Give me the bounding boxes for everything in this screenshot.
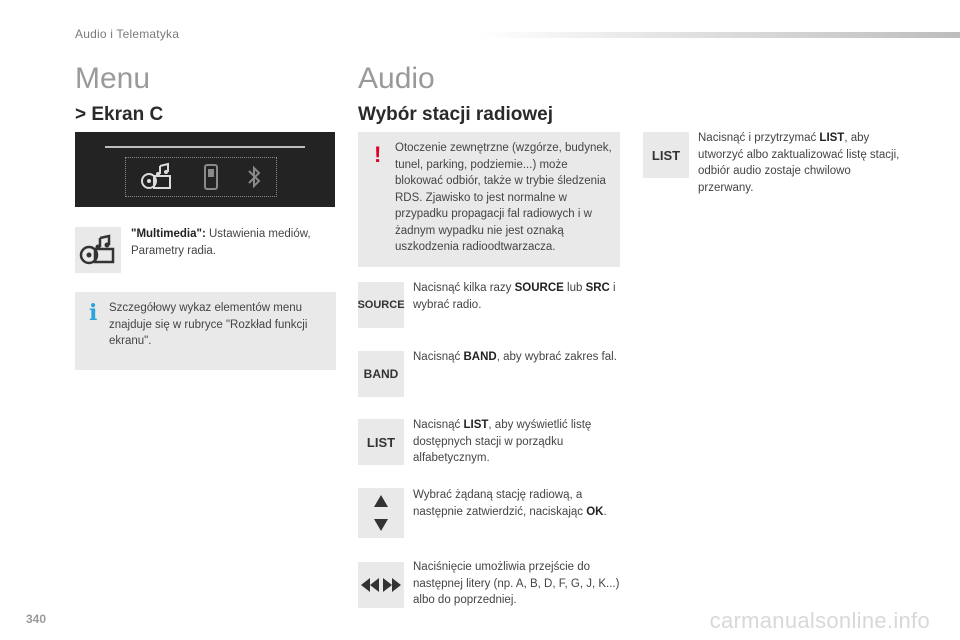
prev-next-arrows-glyph — [360, 577, 402, 593]
list-step-pre: Nacisnąć — [413, 419, 464, 431]
arrows-step-pre: Wybrać żądaną stację radiową, a następnie zatwierdzić, naciskając — [413, 489, 587, 518]
list-button-icon: LIST — [358, 419, 404, 465]
arrows-step-ok: OK — [586, 505, 604, 518]
up-down-arrows-glyph — [373, 493, 389, 533]
bluetooth-icon — [246, 163, 262, 191]
info-box — [75, 292, 336, 370]
source-step-post: i wybrać radio. — [413, 282, 616, 311]
source-button-icon: SOURCE — [358, 282, 404, 328]
multimedia-text: Ustawienia mediów, Parametry radia. — [131, 228, 311, 257]
screen-icon-panel — [125, 157, 277, 197]
source-step-source: SOURCE — [514, 282, 564, 294]
band-step-text — [413, 349, 618, 366]
prev-next-arrows-icon — [358, 562, 404, 608]
warning-box — [358, 132, 620, 267]
info-icon: i — [89, 300, 98, 326]
ekran-c-subtitle: > Ekran C — [75, 104, 164, 125]
station-subtitle: Wybór stacji radiowej — [358, 104, 553, 125]
list-hold-step-pre: Nacisnąć i przytrzymać — [698, 132, 820, 144]
phone-icon — [203, 163, 219, 191]
menu-title: Menu — [75, 62, 151, 95]
multimedia-icon — [140, 162, 176, 192]
multimedia-button-icon — [75, 227, 121, 273]
arrows-step-post: . — [603, 505, 607, 518]
warning-icon: ! — [374, 142, 382, 167]
list-hold-step-text — [698, 130, 908, 196]
source-step-mid: lub — [563, 282, 586, 294]
multimedia-description — [131, 226, 336, 259]
header-bar — [480, 32, 960, 38]
up-down-arrows-icon — [358, 488, 404, 538]
screen-divider — [105, 146, 305, 148]
screen-illustration — [75, 132, 335, 207]
source-step-text — [413, 280, 618, 313]
audio-title: Audio — [358, 62, 435, 95]
page-number: 340 — [26, 612, 47, 626]
warning-text: Otoczenie zewnętrzne (wzgórze, budynek, tunel, parking, podziemie...) może blokować odbiór, także w trybie śledzenia RDS. Zjawisko to jest normalne w przypadku propagacji fal radiowych i w żadnym wypadku nie jest oznaką uszkodzenia radioodtwarzacza. — [395, 142, 612, 253]
skip-step-text: Naciśnięcie umożliwia przejście do następnej litery (np. A, B, D, F, G, J, K...) albo do poprzedniej. — [413, 561, 620, 606]
band-button-icon: BAND — [358, 351, 404, 397]
watermark-url: carmanualsonline.info — [709, 608, 930, 633]
band-step-post: , aby wybrać zakres fal. — [496, 351, 617, 363]
section-header: Audio i Telematyka — [75, 27, 180, 41]
list-step-post: , aby wyświetlić listę dostępnych stacji w porządku alfabetycznym. — [413, 419, 592, 464]
source-step-src: SRC — [585, 282, 610, 294]
list-hold-step-list: LIST — [819, 132, 845, 144]
list-hold-button-icon: LIST — [643, 132, 689, 178]
band-step-pre: Nacisnąć — [413, 351, 464, 363]
band-step-band: BAND — [463, 351, 497, 363]
list-hold-step-post: , aby utworzyć albo zaktualizować listę stacji, odbiór audio zostaje chwilowo przerwany. — [698, 132, 900, 194]
info-text: Szczegółowy wykaz elementów menu znajduje się w rubryce "Rozkład funkcji ekranu". — [109, 302, 308, 347]
list-step-list: LIST — [463, 419, 489, 431]
arrows-step-text — [413, 487, 618, 520]
multimedia-label: "Multimedia": — [131, 228, 206, 240]
source-step-pre: Nacisnąć kilka razy — [413, 282, 515, 294]
list-step-text — [413, 417, 618, 467]
